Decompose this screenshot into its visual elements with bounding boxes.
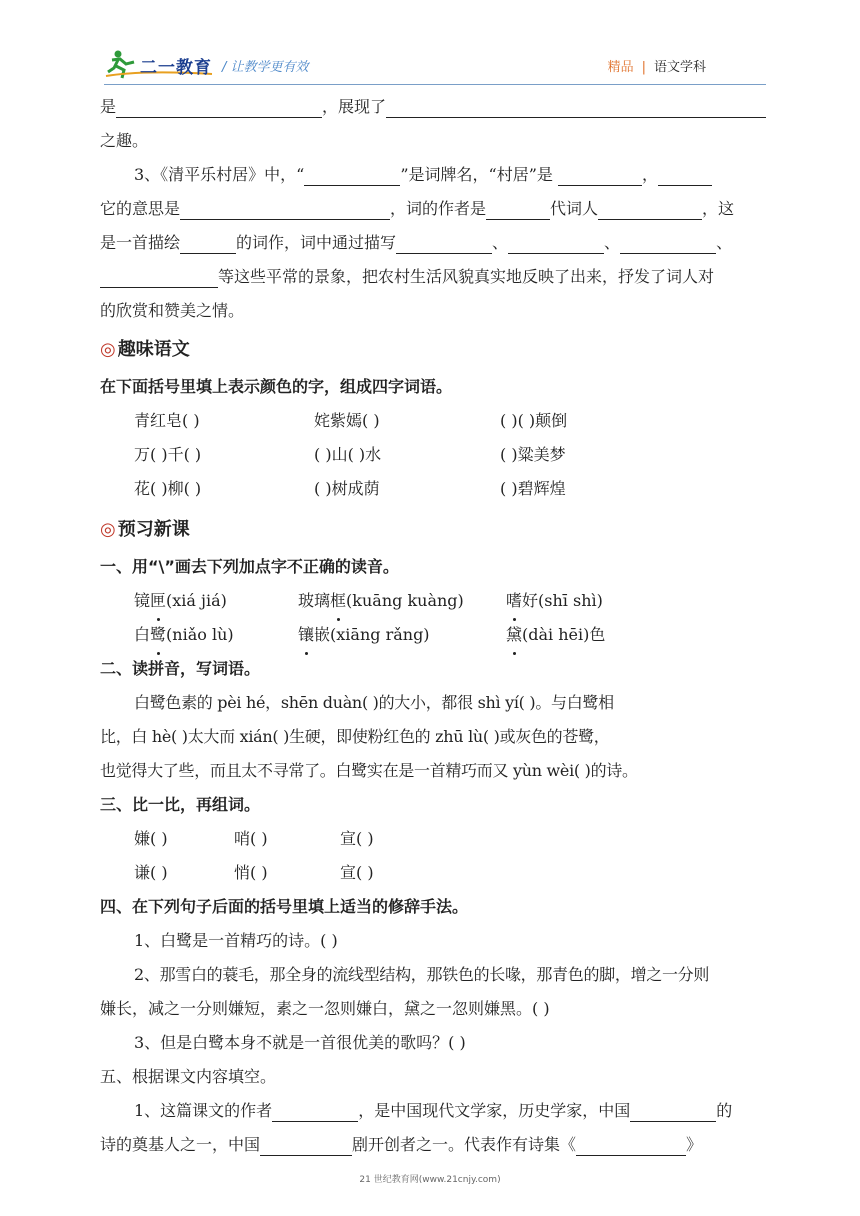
word-item: 姹紫嫣( ) [314,411,380,430]
text: 之趣。 [100,131,149,150]
blank[interactable] [576,1131,686,1156]
blank[interactable] [658,161,712,186]
text: (kuāng kuàng) [346,591,464,610]
text: ，词的作者是 [390,199,487,218]
text: 好(shī shì) [522,591,603,610]
word-item: ( )树成荫 [314,479,380,498]
word-item: ( )( )颠倒 [500,411,568,430]
text: 比，白 hè( )太大而 xián( )生硬，即使粉红色的 zhū lù( )或灰色的苍鹭， [100,727,610,746]
text: 3、但是白鹭本身不就是一首很优美的歌吗？( ) [134,1033,466,1052]
blank[interactable] [558,161,642,186]
text: 它的意思是 [100,199,181,218]
text: ，是中国现代文学家，历史学家，中国 [358,1101,631,1120]
blank[interactable] [620,229,716,254]
text: 、 [492,233,509,252]
text: 的欣赏和赞美之情。 [100,301,245,320]
pinyin-item [506,584,603,618]
text: 镜 [134,591,151,610]
word-item: ( )粱美梦 [500,445,566,464]
question-1: 一、用“\”画去下列加点字不正确的读音。 [100,557,399,576]
section-title: 预习新课 [117,519,190,540]
blank[interactable] [396,229,492,254]
subject-tag [608,56,706,75]
section-mark: ◎ [100,519,116,540]
pinyin-item [506,618,605,652]
text: 白鹭色素的 pèi hé，shēn duàn( )的大小，都很 shì yí( )。与白鹭相 [134,693,614,712]
text: 诗的奠基人之一，中国 [100,1135,261,1154]
text: 也觉得大了些，而且太不寻常了。白鹭实在是一首精巧而又 yùn wèi( )的诗。 [100,761,638,780]
section-mark: ◎ [100,339,116,360]
pinyin-item [134,618,298,652]
text: 嫌长，减之一分则嫌短，素之一忽则嫌白，黛之一忽则嫌黑。( ) [100,999,550,1018]
fun-section [100,330,764,506]
text: 嵌(xiāng rǎng) [314,625,430,644]
blank[interactable] [508,229,604,254]
text: (niǎo lù) [166,625,234,644]
text: ， [642,165,659,184]
text: 、 [716,233,733,252]
preview-section [100,510,764,1162]
blank[interactable] [630,1097,716,1122]
word-item: 宣( ) [340,829,374,848]
text: (dài hēi)色 [522,625,606,644]
word-item: ( )碧辉煌 [500,479,566,498]
slogan: / 让教学更有效 [222,60,309,75]
text: 》 [686,1135,703,1154]
text: 的词作，词中通过描写 [236,233,397,252]
word-item: 青红皂( ) [134,411,200,430]
tag-separator: | [641,60,646,75]
question-3: 三、比一比，再组词。 [100,795,261,814]
word-item: 悄( ) [234,863,268,882]
top-fill-block [100,90,764,328]
text: 2、那雪白的蓑毛，那全身的流线型结构，那铁色的长喙，那青色的脚，增之一分则 [134,965,710,984]
word-item: 万( )千( ) [134,445,202,464]
tag-subject: 语文学科 [653,60,706,75]
dotted-char: 鹭 [150,618,166,652]
dotted-char: 框 [330,584,346,618]
word-item: 花( )柳( ) [134,479,202,498]
blank[interactable] [486,195,550,220]
dotted-char: 嗜 [506,584,522,618]
dotted-char: 匣 [150,584,166,618]
blank[interactable] [598,195,702,220]
pinyin-item [134,584,298,618]
text: 等这些平常的景象，把农村生活风貌真实地反映了出来，抒发了词人对 [218,267,715,286]
text: 白 [134,625,151,644]
text: ”是词牌名，“村居”是 [400,165,553,184]
page-footer: 21 世纪教育网(www.21cnjy.com) [359,1175,501,1185]
blank[interactable] [272,1097,358,1122]
word-item: 谦( ) [134,863,168,882]
text: 代词人 [550,199,599,218]
text: 玻璃 [298,591,331,610]
pinyin-item [298,584,506,618]
text: 1、白鹭是一首精巧的诗。( ) [134,931,338,950]
blank[interactable] [386,93,766,118]
text: ，展现了 [322,97,387,116]
blank[interactable] [180,229,236,254]
blank[interactable] [116,93,322,118]
text: 3、《清平乐村居》中，“ [134,165,305,184]
question-4: 四、在下列句子后面的括号里填上适当的修辞手法。 [100,897,469,916]
word-item: 哨( ) [234,829,268,848]
text: ，这 [702,199,735,218]
text: 是一首描绘 [100,233,181,252]
text: 的 [716,1101,733,1120]
logo-text: 二一教育 [140,58,212,78]
text: (xiá jiá) [166,591,227,610]
question-5: 五、根据课文内容填空。 [100,1067,277,1086]
word-item: ( )山( )水 [314,445,382,464]
blank[interactable] [100,263,218,288]
text: 是 [100,97,117,116]
question-2: 二、读拼音，写词语。 [100,659,261,678]
word-item: 嫌( ) [134,829,168,848]
word-item: 宣( ) [340,863,374,882]
text: 、 [604,233,621,252]
page-header [104,44,766,85]
dotted-char: 镶 [298,618,314,652]
blank[interactable] [180,195,390,220]
pinyin-item [298,618,506,652]
text: 剧开创者之一。代表作有诗集《 [352,1135,577,1154]
section-title: 趣味语文 [117,339,190,360]
dotted-char: 黛 [506,618,522,652]
blank[interactable] [304,161,400,186]
question: 在下面括号里填上表示颜色的字，组成四字词语。 [100,377,453,396]
text: 1、这篇课文的作者 [134,1101,273,1120]
tag-quality: 精品 [607,60,634,75]
blank[interactable] [260,1131,352,1156]
